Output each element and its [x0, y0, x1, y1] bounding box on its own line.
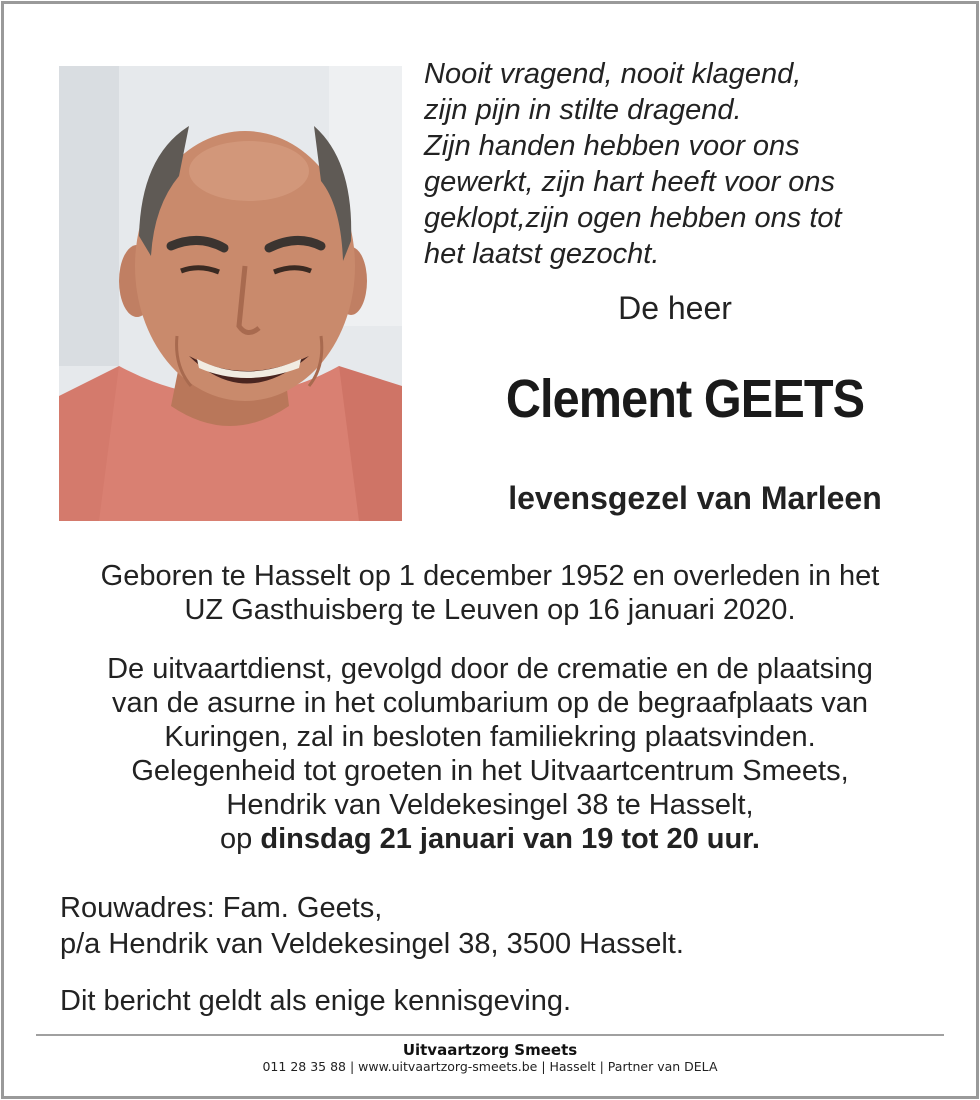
service-line: De uitvaartdienst, gevolgd door de crematie en de plaatsing — [107, 653, 873, 685]
relation-line: levensgezel van Marleen — [508, 480, 882, 516]
poem-line: geklopt,zijn ogen hebben ons tot — [424, 202, 842, 234]
portrait-photo — [59, 66, 402, 521]
notice-statement: Dit bericht geldt als enige kennisgeving. — [60, 985, 572, 1017]
poem-line: gewerkt, zijn hart heeft voor ons — [424, 166, 836, 198]
mourning-address — [60, 890, 940, 962]
footer-company: Uitvaartzorg Smeets — [402, 1041, 578, 1059]
birth-death-line: Geboren te Hasselt op 1 december 1952 en overleden in het — [100, 560, 880, 592]
service-datetime-prefix: op — [220, 823, 261, 855]
service-line: Gelegenheid tot groeten in het Uitvaartcentrum Smeets, — [131, 755, 849, 787]
honorific: De heer — [618, 290, 732, 326]
memorial-poem — [424, 56, 944, 272]
service-datetime: dinsdag 21 januari van 19 tot 20 uur. — [260, 823, 760, 855]
service-info — [40, 652, 940, 856]
portrait-illustration — [59, 66, 402, 521]
service-line: Hendrik van Veldekesingel 38 te Hasselt, — [226, 789, 754, 821]
poem-line: het laatst gezocht. — [424, 238, 660, 270]
service-line: Kuringen, zal in besloten familiekring plaatsvinden. — [164, 721, 816, 753]
service-line: van de asurne in het columbarium op de begraafplaats van — [111, 687, 869, 719]
poem-line: Zijn handen hebben voor ons — [424, 130, 800, 162]
footer-contact-info: 011 28 35 88 | www.uitvaartzorg-smeets.be | Hasselt | Partner van DELA — [262, 1059, 718, 1074]
service-datetime-line — [40, 822, 940, 856]
poem-line: Nooit vragend, nooit klagend, — [424, 58, 802, 90]
address-line: Rouwadres: Fam. Geets, — [60, 892, 383, 924]
deceased-name: Clement GEETS — [505, 369, 865, 429]
footer-divider — [36, 1034, 944, 1036]
poem-line: zijn pijn in stilte dragend. — [424, 94, 742, 126]
address-line: p/a Hendrik van Veldekesingel 38, 3500 Hasselt. — [60, 928, 684, 960]
birth-death-line: UZ Gasthuisberg te Leuven op 16 januari 2020. — [184, 594, 796, 626]
birth-death-info — [40, 559, 940, 627]
